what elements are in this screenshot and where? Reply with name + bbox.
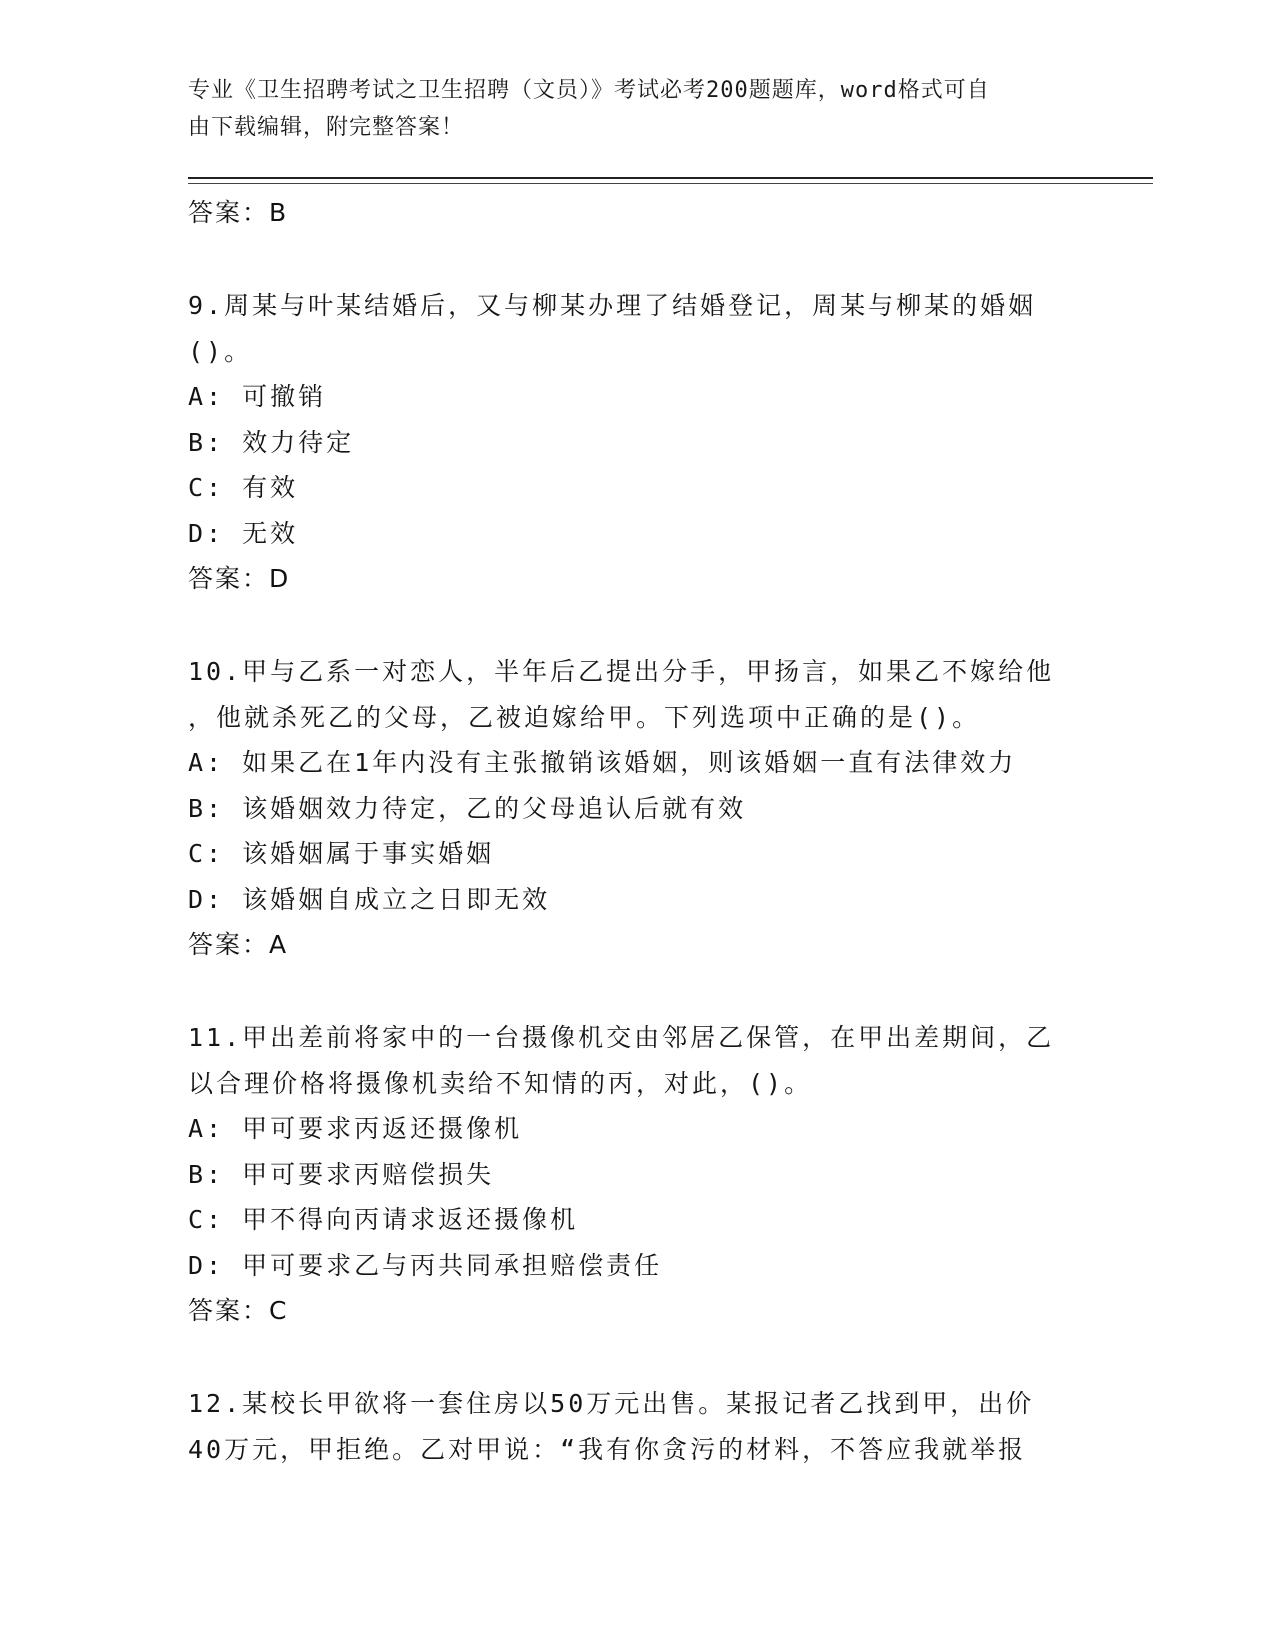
question-text-line: 11.甲出差前将家中的一台摄像机交由邻居乙保管，在甲出差期间，乙 — [188, 1023, 1055, 1052]
answer-line: 答案：C — [188, 1296, 289, 1325]
header-line-2: 由下载编辑，附完整答案！ — [188, 115, 465, 140]
question-block-9 — [188, 283, 1088, 601]
question-text-line: 10.甲与乙系一对恋人，半年后乙提出分手，甲扬言，如果乙不嫁给他 — [188, 657, 1055, 686]
option-c: C: 该婚姻属于事实婚姻 — [188, 839, 495, 868]
answer-line: 答案：A — [188, 930, 289, 959]
option-a: A: 如果乙在1年内没有主张撤销该婚姻，则该婚姻一直有法律效力 — [188, 748, 1017, 777]
header-divider-thin — [188, 183, 1153, 184]
option-a: A: 甲可要求丙返还摄像机 — [188, 1114, 523, 1143]
option-c: C: 甲不得向丙请求返还摄像机 — [188, 1205, 579, 1234]
spacer — [188, 235, 1088, 283]
option-d: D: 甲可要求乙与丙共同承担赔偿责任 — [188, 1250, 663, 1280]
document-header — [188, 72, 1068, 146]
question-block-10 — [188, 649, 1088, 967]
option-d: D: 该婚姻自成立之日即无效 — [188, 884, 551, 914]
question-text-line: ()。 — [188, 336, 253, 366]
question-block-12 — [188, 1381, 1088, 1472]
option-a: A: 可撤销 — [188, 382, 327, 411]
question-text-line: 40万元，甲拒绝。乙对甲说：“我有你贪污的材料，不答应我就举报 — [188, 1434, 1027, 1464]
spacer — [188, 601, 1088, 649]
option-b: B: 效力待定 — [188, 427, 355, 457]
header-divider-thick — [188, 177, 1153, 179]
spacer — [188, 967, 1088, 1015]
header-line-1: 专业《卫生招聘考试之卫生招聘（文员）》考试必考200题题库，word格式可自 — [188, 78, 990, 103]
option-b: B: 该婚姻效力待定，乙的父母追认后就有效 — [188, 793, 747, 823]
option-b: B: 甲可要求丙赔偿损失 — [188, 1159, 495, 1189]
question-text-line: 以合理价格将摄像机卖给不知情的丙，对此，()。 — [188, 1068, 813, 1098]
question-text-line: ，他就杀死乙的父母，乙被迫嫁给甲。下列选项中正确的是()。 — [188, 702, 981, 732]
question-block-11 — [188, 1015, 1088, 1333]
answer-line-prev: 答案：B — [188, 198, 289, 227]
option-c: C: 有效 — [188, 473, 299, 502]
question-text-line: 12.某校长甲欲将一套住房以50万元出售。某报记者乙找到甲，出价 — [188, 1389, 1035, 1418]
question-list — [188, 190, 1088, 1472]
answer-line: 答案：D — [188, 564, 291, 593]
question-text-line: 9.周某与叶某结婚后，又与柳某办理了结婚登记，周某与柳某的婚姻 — [188, 291, 1037, 320]
option-d: D: 无效 — [188, 518, 299, 548]
spacer — [188, 1333, 1088, 1381]
